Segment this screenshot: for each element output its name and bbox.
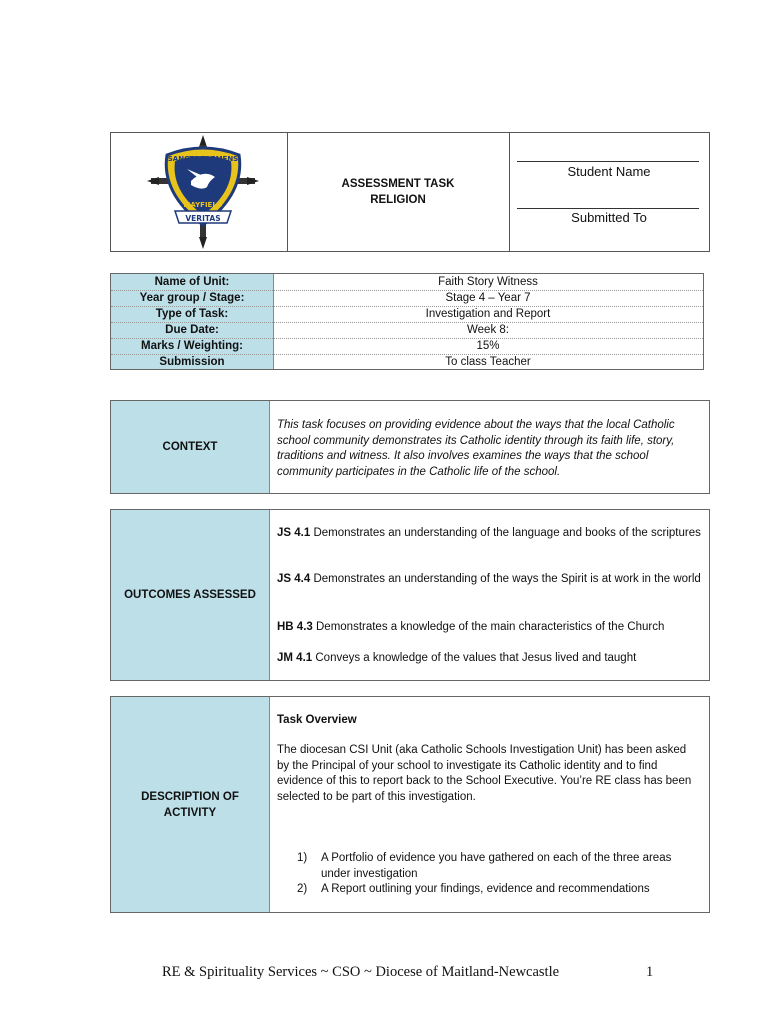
outcome-item [277,618,701,636]
outcome-text: Demonstrates a knowledge of the main characteristics of the Church [312,621,665,633]
footer-text: RE & Spirituality Services ~ CSO ~ Diocese of Maitland-Newcastle [162,964,560,980]
detail-label: Type of Task: [155,308,229,320]
submitted-to-label: Submitted To [571,210,647,225]
page-footer [150,964,670,984]
svg-text:SANCTE CLEMENS: SANCTE CLEMENS [167,155,239,163]
table-row [111,338,703,354]
school-crest-icon [111,133,287,251]
header-box [110,132,710,252]
svg-text:MAYFIELD: MAYFIELD [183,201,223,209]
context-text: This task focuses on providing evidence about the ways that the local Catholic school community demonstrates its Catholic identity through its faith life, story, traditions and witness. It also involves examines the ways that the school community participates in the Catholic life of the school. [277,419,675,478]
table-row [111,274,703,290]
task-overview-heading: Task Overview [277,714,357,726]
outcome-code: HB 4.3 [277,621,313,633]
subject-title: RELIGION [370,194,426,206]
task-overview-paragraph: The diocesan CSI Unit (aka Catholic Schools Investigation Unit) has been asked by the Principal of your school to investigate its Catholic identity and to find evidence of this to report back to the School Executive. You’re RE class has been selected to be part of this investigation. [277,744,692,803]
submitted-to-line[interactable] [517,208,699,209]
detail-value: Investigation and Report [425,308,551,320]
list-number: 2) [297,883,308,895]
outcome-item [277,570,701,588]
svg-text:VERITAS: VERITAS [185,214,221,223]
outcome-text: Demonstrates an understanding of the ways the Spirit is at work in the world [310,573,701,585]
page-number: 1 [646,964,654,980]
logo-cell [111,133,288,251]
task-details-table [110,273,704,370]
student-name-label: Student Name [567,164,651,179]
student-name-line[interactable] [517,161,699,162]
table-row [111,354,703,370]
detail-value: Week 8: [467,324,509,336]
context-section [110,400,710,494]
title-cell [287,133,510,251]
detail-value: Faith Story Witness [438,276,538,288]
student-cell [509,133,709,251]
detail-value: To class Teacher [445,356,531,368]
assessment-task-title: ASSESSMENT TASK [341,178,455,190]
table-row [111,306,703,322]
detail-label: Marks / Weighting: [140,340,244,352]
outcome-text: Conveys a knowledge of the values that Jesus lived and taught [312,652,637,664]
list-number: 1) [297,852,308,864]
list-text: A Portfolio of evidence you have gathered on each of the three areas under investigation [321,852,672,880]
outcome-code: JS 4.4 [277,573,311,585]
outcomes-label: OUTCOMES ASSESSED [111,510,270,680]
detail-label: Submission [159,356,225,368]
context-label: CONTEXT [111,401,270,493]
list-text: A Report outlining your findings, evidence and recommendations [321,883,650,895]
detail-value: 15% [476,340,500,352]
table-row [111,322,703,338]
activity-label [111,697,270,912]
detail-label: Year group / Stage: [139,292,245,304]
outcome-code: JS 4.1 [277,527,311,539]
outcome-code: JM 4.1 [277,652,313,664]
detail-label: Due Date: [165,324,219,336]
outcome-item [277,524,701,542]
activity-label-line: ACTIVITY [163,806,217,819]
outcomes-section [110,509,710,681]
activity-label-line: DESCRIPTION OF [141,790,239,803]
detail-value: Stage 4 – Year 7 [445,292,531,304]
outcome-item [277,649,701,667]
table-row [111,290,703,306]
detail-label: Name of Unit: [154,276,230,288]
outcome-text: Demonstrates an understanding of the language and books of the scriptures [310,527,701,539]
activity-section [110,696,710,913]
